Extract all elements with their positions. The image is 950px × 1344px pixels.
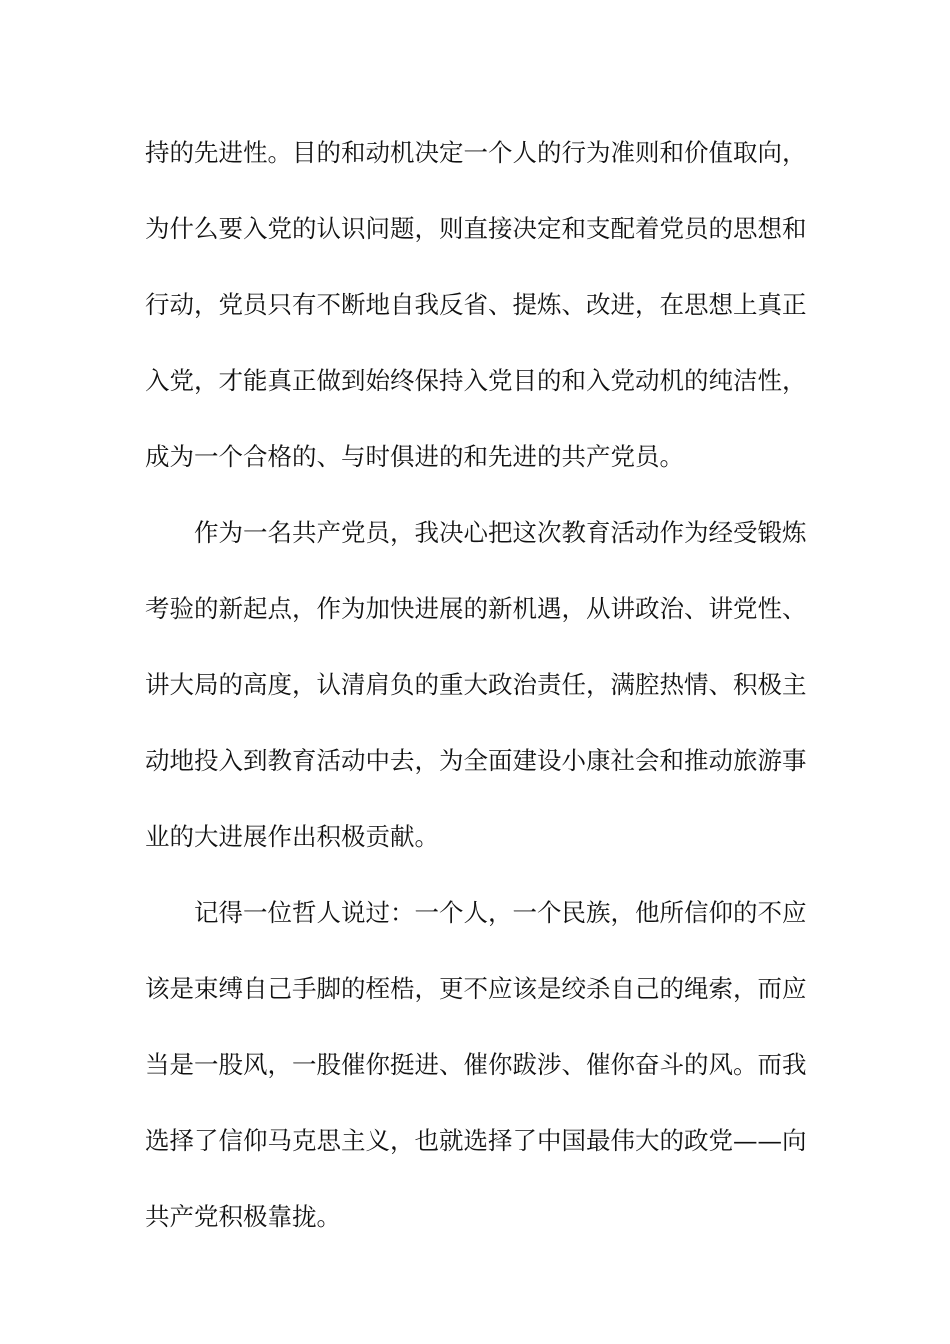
- text-line: 共产党积极靠拢。: [145, 1202, 341, 1231]
- text-line: 为什么要入党的认识问题，则直接决定和支配着党员的思想和: [145, 214, 807, 243]
- text-line: 该是束缚自己手脚的桎梏，更不应该是绞杀自己的绳索，而应: [145, 974, 807, 1003]
- text-line: 讲大局的高度，认清肩负的重大政治责任，满腔热情、积极主: [145, 670, 807, 699]
- text-line: 行动，党员只有不断地自我反省、提炼、改进，在思想上真正: [145, 290, 807, 319]
- document-body: [145, 128, 810, 1268]
- paragraph-1: [145, 128, 810, 508]
- text-line: 业的大进展作出积极贡献。: [145, 822, 439, 851]
- text-line-indented: 记得一位哲人说过：一个人，一个民族，他所信仰的不应: [194, 898, 807, 927]
- text-line: 成为一个合格的、与时俱进的和先进的共产党员。: [145, 442, 684, 471]
- text-line: 考验的新起点，作为加快进展的新机遇，从讲政治、讲党性、: [145, 594, 807, 623]
- text-line: 入党，才能真正做到始终保持入党目的和入党动机的纯洁性，: [145, 366, 807, 395]
- text-line: 当是一股风，一股催你挺进、催你跋涉、催你奋斗的风。而我: [145, 1050, 807, 1079]
- text-line-indented: 作为一名共产党员，我决心把这次教育活动作为经受锻炼: [194, 518, 807, 547]
- text-line: 选择了信仰马克思主义，也就选择了中国最伟大的政党——向: [145, 1126, 807, 1155]
- text-line: 动地投入到教育活动中去，为全面建设小康社会和推动旅游事: [145, 746, 807, 775]
- paragraph-2: [145, 508, 810, 888]
- text-line: 持的先进性。目的和动机决定一个人的行为准则和价值取向，: [145, 138, 807, 167]
- paragraph-3: [145, 888, 810, 1268]
